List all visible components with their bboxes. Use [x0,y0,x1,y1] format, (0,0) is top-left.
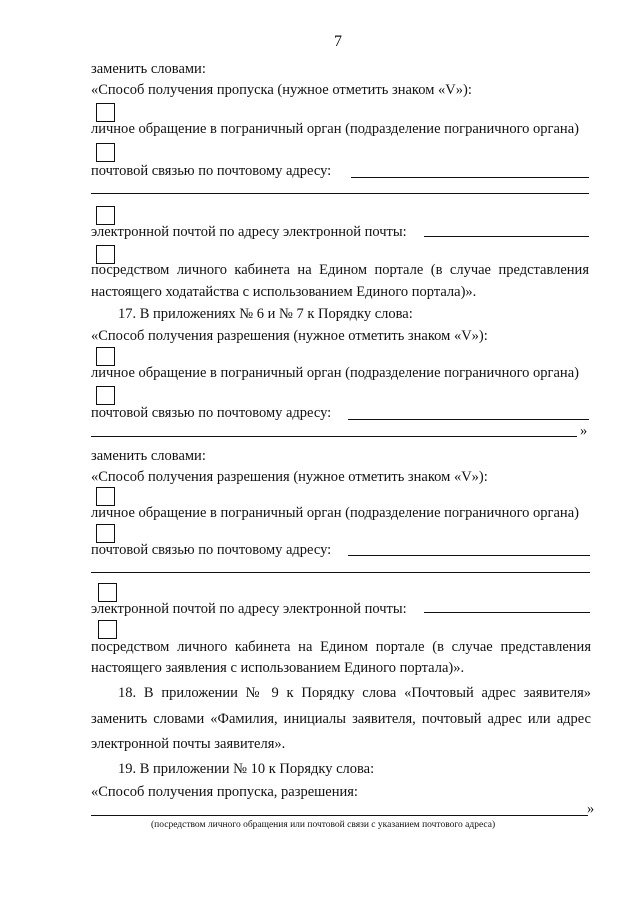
text-line: личное обращение в пограничный орган (подразделение пограничного органа) [91,365,579,381]
text-line: личное обращение в пограничный орган (подразделение пограничного органа) [91,121,579,137]
text-line: почтовой связью по почтовому адресу: [91,163,332,179]
text-line: электронной почты заявителя». [91,736,286,752]
checkbox[interactable] [96,103,115,122]
text-line: «Способ получения разрешения (нужное отметить знаком «V»): [91,469,488,485]
footnote-caption: (посредством личного обращения или почтовой связи с указанием почтового адреса) [151,820,496,830]
text-line: настоящего ходатайства с использованием Единого портала)». [91,284,477,300]
text-line: » [587,801,595,817]
text-line: заменить словами: [91,448,206,464]
text-line: заменить словами: [91,61,206,77]
text-line: «Способ получения пропуска (нужное отметить знаком «V»): [91,82,472,98]
text-line: 18. В приложении № 9 к Порядку слова «Почтовый адрес заявителя» [118,685,591,701]
checkbox[interactable] [96,386,115,405]
checkbox[interactable] [96,347,115,366]
text-line: личное обращение в пограничный орган (подразделение пограничного органа) [91,505,579,521]
fill-line [91,436,577,437]
fill-line [348,555,590,556]
text-line: настоящего заявления с использованием Единого портала)». [91,660,465,676]
fill-line [424,236,589,237]
fill-line [91,572,590,573]
fill-line [351,177,589,178]
text-line: 17. В приложениях № 6 и № 7 к Порядку слова: [118,306,413,322]
text-line: электронной почтой по адресу электронной почты: [91,601,407,617]
checkbox[interactable] [96,206,115,225]
text-line: «Способ получения пропуска, разрешения: [91,784,358,800]
checkbox[interactable] [96,143,115,162]
text-line: » [580,423,588,439]
text-line: электронной почтой по адресу электронной почты: [91,224,407,240]
text-line: 19. В приложении № 10 к Порядку слова: [118,761,375,777]
text-line: заменить словами «Фамилия, инициалы заявителя, почтовый адрес или адрес [91,711,591,727]
page-number: 7 [334,33,342,50]
fill-line [348,419,589,420]
text-line: почтовой связью по почтовому адресу: [91,405,332,421]
text-line: «Способ получения разрешения (нужное отметить знаком «V»): [91,328,488,344]
checkbox[interactable] [96,524,115,543]
checkbox[interactable] [98,583,117,602]
fill-line [424,612,590,613]
checkbox[interactable] [98,620,117,639]
text-line: почтовой связью по почтовому адресу: [91,542,332,558]
fill-line [91,815,588,816]
text-line: посредством личного кабинета на Едином портале (в случае представления [91,639,591,655]
checkbox[interactable] [96,487,115,506]
text-line: посредством личного кабинета на Едином портале (в случае представления [91,262,589,278]
fill-line [91,193,589,194]
